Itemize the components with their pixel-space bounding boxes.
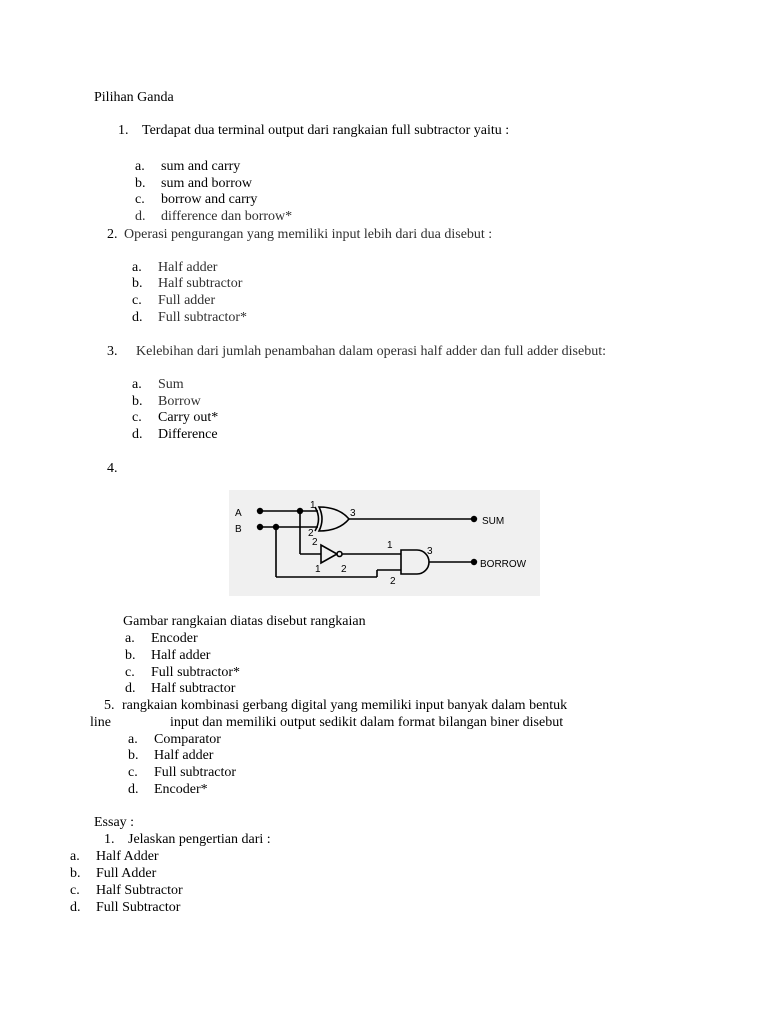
pin-label: 1	[315, 564, 321, 575]
option-text: Half adder	[151, 648, 211, 663]
not-gate	[321, 545, 342, 563]
essay-item-text: Full Adder	[96, 866, 157, 881]
pin-label: 1	[387, 540, 393, 551]
input-b-label: B	[235, 524, 242, 535]
option-text: borrow and carry	[161, 192, 258, 207]
question-number: 4.	[107, 461, 118, 476]
option-text: Comparator	[154, 732, 221, 747]
option-letter: d.	[132, 427, 143, 442]
option-text: Encoder*	[154, 782, 208, 797]
question-number: 3.	[107, 344, 118, 359]
option-letter: c.	[132, 410, 142, 425]
option-letter: c.	[128, 765, 138, 780]
question-text-continued: input dan memiliki output sedikit dalam format bilangan biner disebut	[170, 715, 564, 730]
option-text: Full subtractor*	[151, 665, 241, 680]
option-text: Half adder	[154, 748, 214, 763]
option-letter: d.	[135, 209, 146, 224]
question-text-continued: line	[90, 715, 111, 730]
option-letter: a.	[135, 159, 145, 174]
option-text: Encoder	[151, 631, 198, 646]
question-number: 1.	[118, 123, 129, 138]
option-text: Full subtractor*	[158, 310, 248, 325]
option-letter: b.	[132, 394, 143, 409]
sum-label: SUM	[482, 516, 505, 527]
and-gate	[401, 550, 429, 574]
option-text: Difference	[158, 427, 218, 442]
option-letter: c.	[125, 665, 135, 680]
pin-label: 1	[310, 500, 316, 511]
option-text: Full adder	[158, 293, 216, 308]
pin-label: 2	[312, 537, 318, 548]
option-text: Sum	[158, 377, 184, 392]
essay-item-letter: a.	[70, 849, 80, 864]
option-text: Borrow	[158, 394, 201, 409]
option-text: difference dan borrow*	[161, 209, 293, 224]
option-text: Full subtractor	[154, 765, 237, 780]
essay-item-text: Full Subtractor	[96, 900, 181, 915]
option-letter: b.	[132, 276, 143, 291]
pin-label: 2	[308, 528, 314, 539]
question-number: 2.	[107, 227, 118, 242]
xor-gate	[315, 507, 349, 531]
question-text: Gambar rangkaian diatas disebut rangkaian	[123, 614, 366, 629]
input-a-label: A	[235, 508, 242, 519]
question-text: Terdapat dua terminal output dari rangkaian full subtractor yaitu :	[142, 123, 510, 138]
option-text: sum and carry	[161, 159, 241, 174]
option-letter: d.	[132, 310, 143, 325]
essay-title: Essay :	[94, 815, 135, 830]
option-letter: a.	[125, 631, 135, 646]
question-number: 5.	[104, 698, 115, 713]
option-letter: b.	[125, 648, 136, 663]
option-letter: a.	[132, 377, 142, 392]
pin-label: 2	[390, 576, 396, 587]
option-text: sum and borrow	[161, 176, 252, 191]
option-text: Carry out*	[158, 410, 219, 425]
option-letter: c.	[132, 293, 142, 308]
option-letter: a.	[128, 732, 138, 747]
option-text: Half subtractor	[151, 681, 236, 696]
essay-item-text: Half Subtractor	[96, 883, 183, 898]
essay-item-letter: d.	[70, 900, 81, 915]
section-title: Pilihan Ganda	[94, 90, 174, 105]
essay-question-text: Jelaskan pengertian dari :	[128, 832, 271, 847]
essay-item-letter: c.	[70, 883, 80, 898]
essay-question-number: 1.	[104, 832, 115, 847]
pin-label: 3	[350, 508, 356, 519]
option-text: Half subtractor	[158, 276, 243, 291]
option-letter: a.	[132, 260, 142, 275]
option-letter: d.	[125, 681, 136, 696]
option-letter: b.	[135, 176, 146, 191]
essay-item-letter: b.	[70, 866, 81, 881]
option-letter: c.	[135, 192, 145, 207]
question-text: Kelebihan dari jumlah penambahan dalam operasi half adder dan full adder disebut:	[136, 344, 606, 359]
pin-label: 3	[427, 546, 433, 557]
question-text: Operasi pengurangan yang memiliki input lebih dari dua disebut :	[124, 227, 493, 242]
essay-item-text: Half Adder	[96, 849, 159, 864]
borrow-label: BORROW	[480, 559, 527, 570]
question-text: rangkaian kombinasi gerbang digital yang memiliki input banyak dalam bentuk	[122, 698, 568, 713]
pin-label: 2	[341, 564, 347, 575]
option-letter: d.	[128, 782, 139, 797]
option-letter: b.	[128, 748, 139, 763]
circuit-diagram	[229, 490, 540, 596]
option-text: Half adder	[158, 260, 218, 275]
